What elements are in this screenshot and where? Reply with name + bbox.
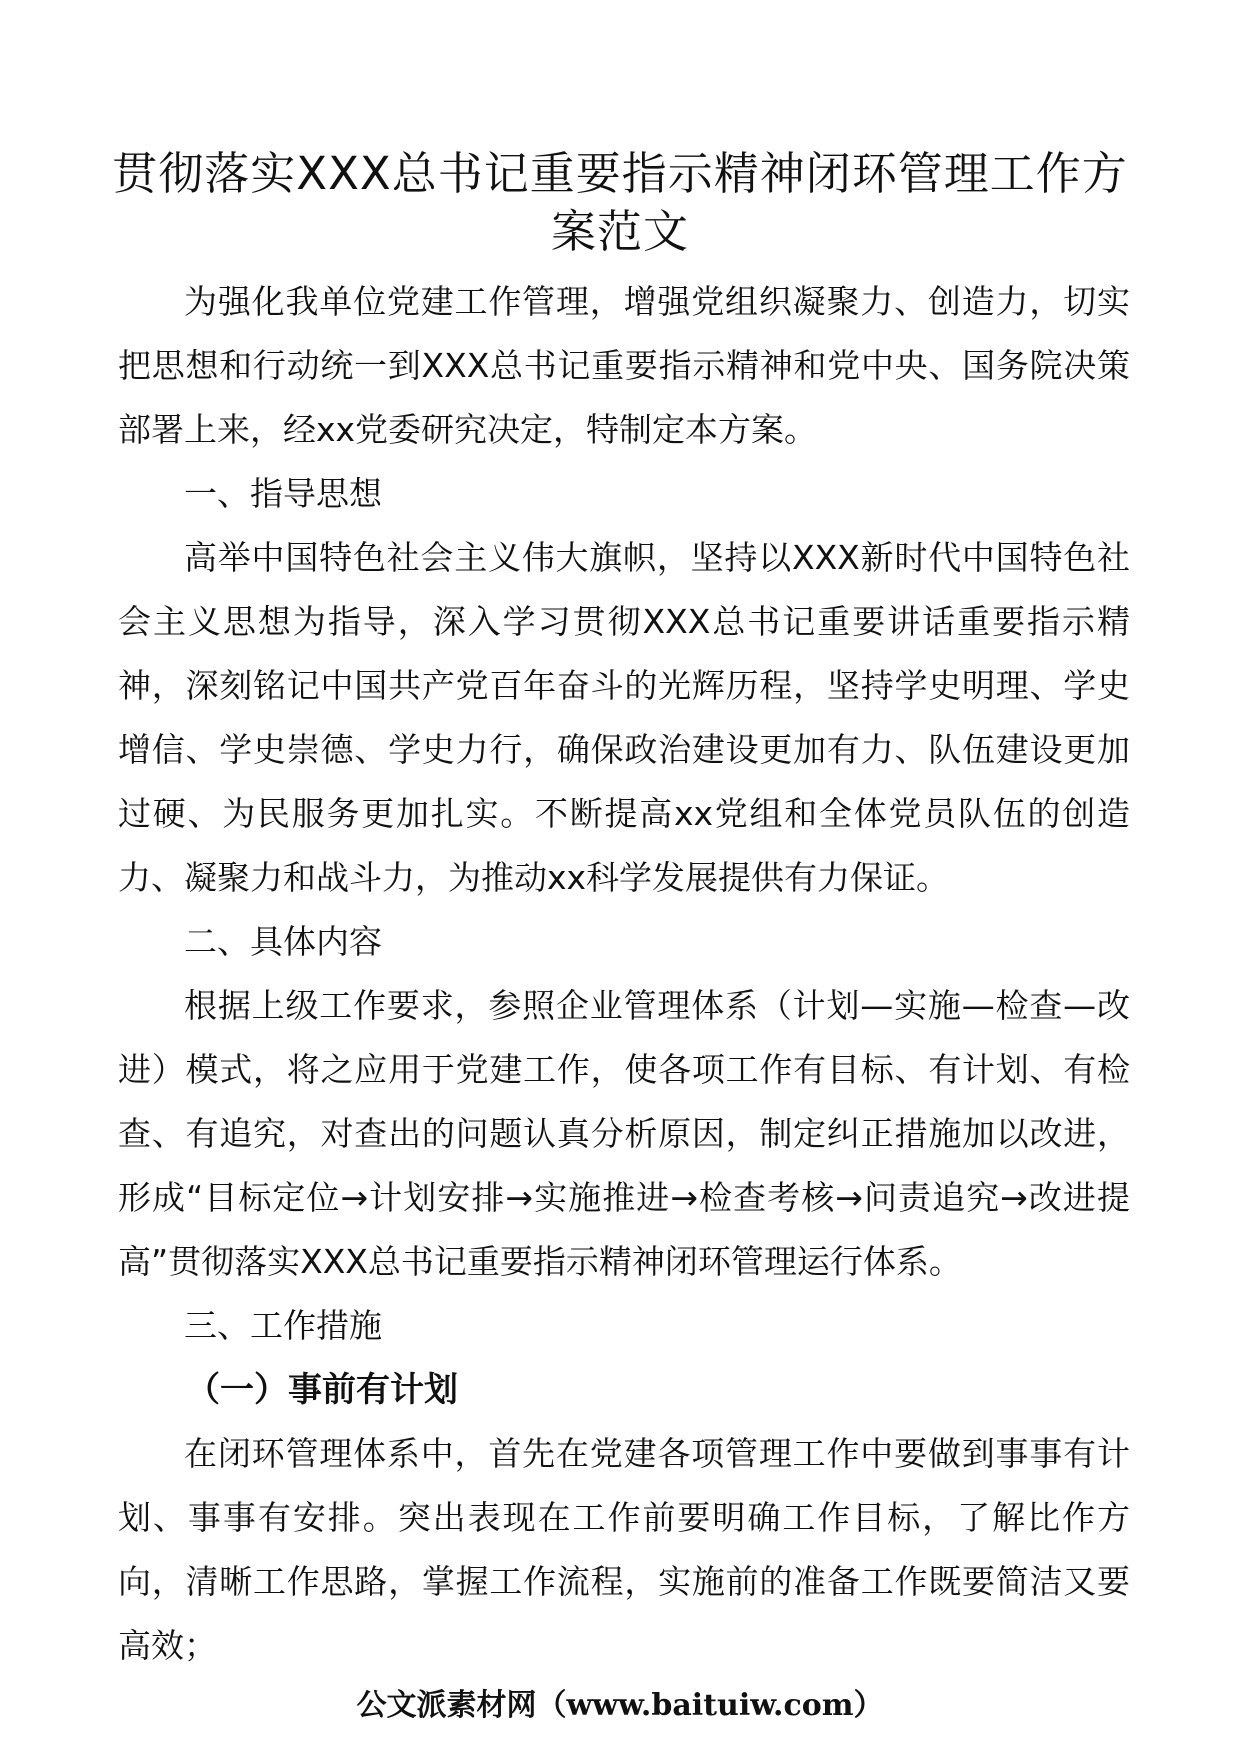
section-heading-work-measures: 三、工作措施 — [184, 1306, 382, 1345]
specific-content-paragraph: 根据上级工作要求，参照企业管理体系（计划—实施—检查—改进）模式，将之应用于党建工作，使各项工作有目标、有计划、有检查、有追究，对查出的问题认真分析原因，制定纠正措施加以改进，形成“目标定位→计划安排→实施推进→检查考核→问责追究→改进提高”贯彻落实XXX总书记重要指示精神闭环管理运行体系。 — [118, 986, 1130, 1281]
footer-watermark: 公文派素材网（www.baituiw.com） — [356, 1688, 884, 1723]
document-body — [118, 270, 1130, 1678]
guiding-ideology-paragraph: 高举中国特色社会主义伟大旗帜，坚持以XXX新时代中国特色社会主义思想为指导，深入学习贯彻XXX总书记重要讲话重要指示精神，深刻铭记中国共产党百年奋斗的光辉历程，坚持学史明理、学史增信、学史崇德、学史力行，确保政治建设更加有力、队伍建设更加过硬、为民服务更加扎实。不断提高xx党组和全体党员队伍的创造力、凝聚力和战斗力，为推动xx科学发展提供有力保证。 — [118, 538, 1130, 897]
document-title: 贯彻落实XXX总书记重要指示精神闭环管理工作方案范文 — [112, 147, 1128, 258]
intro-paragraph: 为强化我单位党建工作管理，增强党组织凝聚力、创造力，切实把思想和行动统一到XXX总书记重要指示精神和党中央、国务院决策部署上来，经xx党委研究决定，特制定本方案。 — [118, 282, 1130, 449]
plan-beforehand-paragraph: 在闭环管理体系中，首先在党建各项管理工作中要做到事事有计划、事事有安排。突出表现在工作前要明确工作目标，了解比作方向，清晰工作思路，掌握工作流程，实施前的准备工作既要简洁又要高效； — [118, 1434, 1130, 1665]
subsection-heading-plan-beforehand: （一）事前有计划 — [186, 1370, 458, 1410]
section-heading-guiding-ideology: 一、指导思想 — [184, 474, 382, 513]
section-heading-specific-content: 二、具体内容 — [184, 922, 382, 961]
